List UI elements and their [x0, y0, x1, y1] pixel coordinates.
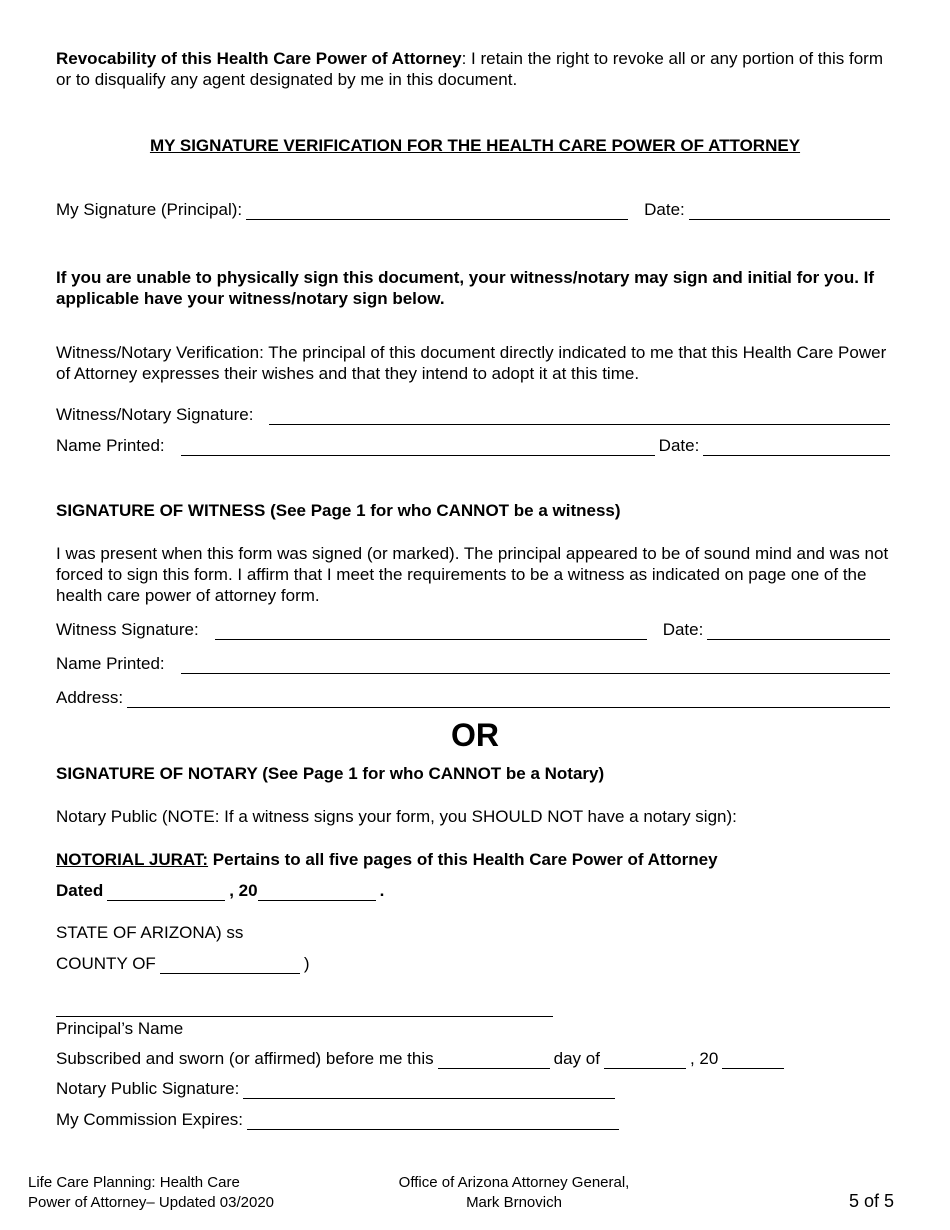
- principal-signature-label: My Signature (Principal):: [56, 200, 243, 219]
- revocability-text: : I retain the right to revoke all or any portion of this form or to disqualify any agent designated by me in this document.: [56, 49, 883, 89]
- witness-address-label: Address:: [56, 688, 124, 707]
- commission-field[interactable]: [247, 1113, 619, 1130]
- witness-notary-verification: Witness/Notary Verification: The principal of this document directly indicated to me that this Health Care Power of Attorney expresses their wishes and that they intend to adopt it at this time.: [56, 343, 887, 383]
- revocability-paragraph: [56, 48, 894, 90]
- witness-address-row: [56, 687, 894, 708]
- footer-center-line1: Office of Arizona Attorney General,: [398, 1174, 630, 1191]
- witness-signature-label: Witness Signature:: [56, 620, 199, 639]
- notary-note: Notary Public (NOTE: If a witness signs your form, you SHOULD NOT have a notary sign):: [56, 807, 737, 826]
- witness-date-label: Date:: [662, 620, 704, 639]
- witness-name-row: [56, 653, 894, 674]
- notary-signature-field[interactable]: [243, 1082, 615, 1099]
- witness-address-field[interactable]: [127, 691, 890, 708]
- principal-signature-row: [56, 199, 894, 220]
- witness-statement: I was present when this form was signed (or marked). The principal appeared to be of sound mind and was not forced to sign this form. I affirm that I meet the requirements to be a witness as indicated on page one of the health care power of attorney form.: [56, 544, 889, 605]
- commission-row: [56, 1109, 894, 1130]
- witness-notary-signature-label: Witness/Notary Signature:: [56, 405, 254, 424]
- county-field[interactable]: [160, 957, 300, 974]
- witness-notary-name-field[interactable]: [181, 439, 655, 456]
- county-label: COUNTY OF: [56, 954, 156, 973]
- subscribed-month-field[interactable]: [604, 1052, 686, 1069]
- dated-period: .: [379, 881, 385, 900]
- witness-name-label: Name Printed:: [56, 654, 165, 673]
- witness-signature-row: [56, 619, 894, 640]
- state-line: STATE OF ARIZONA) ss: [56, 923, 244, 942]
- dated-row: [56, 880, 894, 901]
- footer-center: [360, 1173, 668, 1213]
- subscribed-row: [56, 1048, 894, 1069]
- county-close: ): [303, 954, 310, 973]
- page-number: 5 of 5: [848, 1191, 894, 1211]
- footer-left: [28, 1173, 274, 1213]
- footer-center-line2: Mark Brnovich: [466, 1194, 562, 1211]
- witness-notary-date-label: Date:: [658, 436, 700, 455]
- jurat-label: NOTORIAL JURAT:: [56, 850, 209, 869]
- unable-notice: If you are unable to physically sign this document, your witness/notary may sign and initial for you. If applicable have your witness/notary sign below.: [56, 268, 875, 308]
- county-row: [56, 953, 894, 974]
- notary-heading: SIGNATURE OF NOTARY (See Page 1 for who CANNOT be a Notary): [56, 764, 605, 783]
- subscribed-text: Subscribed and sworn (or affirmed) before me this: [56, 1049, 434, 1068]
- witness-date-field[interactable]: [707, 623, 890, 640]
- subscribed-year-field[interactable]: [722, 1052, 784, 1069]
- witness-notary-signature-field[interactable]: [269, 408, 890, 425]
- dated-label: Dated: [56, 881, 104, 900]
- jurat-text: Pertains to all five pages of this Health Care Power of Attorney: [208, 850, 718, 869]
- footer-left-line2: Power of Attorney– Updated 03/2020: [28, 1194, 275, 1211]
- witness-notary-date-field[interactable]: [703, 439, 890, 456]
- principal-date-field[interactable]: [689, 203, 890, 220]
- notary-signature-row: [56, 1078, 894, 1099]
- principal-name-label: Principal’s Name: [56, 1019, 184, 1038]
- commission-label: My Commission Expires:: [56, 1110, 244, 1129]
- witness-notary-name-label: Name Printed:: [56, 436, 165, 455]
- witness-notary-name-row: [56, 435, 894, 456]
- dated-year-label: , 20: [229, 881, 258, 900]
- witness-notary-signature-row: [56, 404, 894, 425]
- witness-signature-field[interactable]: [215, 623, 647, 640]
- notary-signature-label: Notary Public Signature:: [56, 1079, 240, 1098]
- notorial-jurat: [56, 849, 894, 870]
- or-divider: OR: [451, 717, 499, 753]
- witness-heading: SIGNATURE OF WITNESS (See Page 1 for who CANNOT be a witness): [56, 501, 621, 520]
- subscribed-day-of: day of: [553, 1049, 600, 1068]
- verification-heading: MY SIGNATURE VERIFICATION FOR THE HEALTH CARE POWER OF ATTORNEY: [149, 136, 801, 155]
- revocability-title: Revocability of this Health Care Power of Attorney: [56, 49, 462, 68]
- witness-name-field[interactable]: [181, 657, 890, 674]
- footer-left-line1: Life Care Planning: Health Care: [28, 1174, 240, 1191]
- principal-date-label: Date:: [644, 200, 685, 219]
- dated-year-field[interactable]: [258, 884, 376, 901]
- subscribed-day-field[interactable]: [438, 1052, 550, 1069]
- principal-signature-field[interactable]: [246, 203, 628, 220]
- principal-name-field[interactable]: [56, 1000, 553, 1017]
- subscribed-year-label: , 20: [689, 1049, 719, 1068]
- dated-day-field[interactable]: [107, 884, 225, 901]
